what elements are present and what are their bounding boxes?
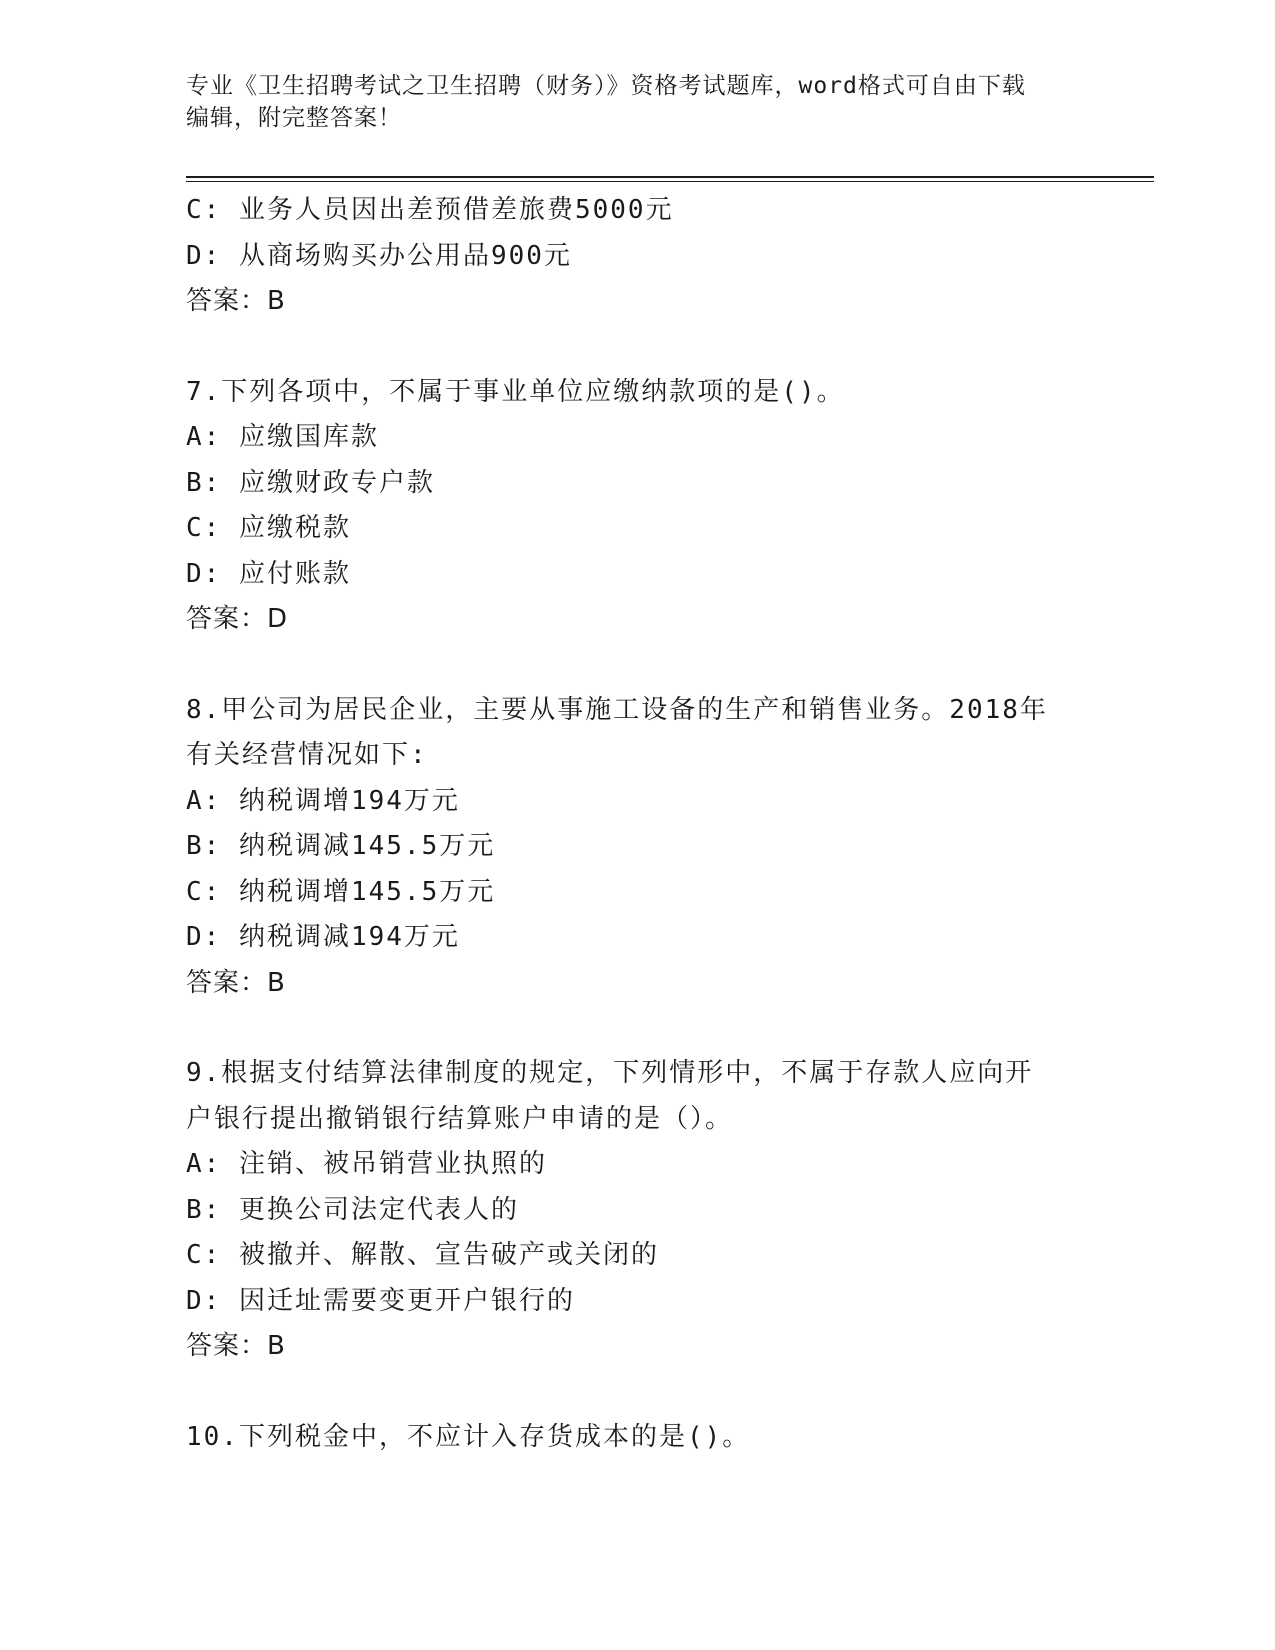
header-line-2: 编辑，附完整答案！	[186, 105, 402, 131]
option-line: D: 纳税调减194万元	[186, 922, 460, 952]
answer-line: 答案：B	[186, 1331, 286, 1361]
question-block	[186, 188, 1086, 325]
header-divider	[186, 176, 1154, 178]
option-line: D: 从商场购买办公用品900元	[186, 240, 572, 271]
option-line: A: 应缴国库款	[186, 422, 379, 452]
question-stem: 9.根据支付结算法律制度的规定，下列情形中，不属于存款人应向开	[186, 1058, 1034, 1088]
question-stem: 户银行提出撤销银行结算账户申请的是（）。	[186, 1103, 734, 1134]
question-block	[186, 688, 1086, 1007]
option-line: C: 应缴税款	[186, 513, 351, 543]
header-line-1: 专业《卫生招聘考试之卫生招聘（财务）》资格考试题库，word格式可自由下载	[186, 73, 1026, 99]
question-stem: 10.下列税金中，不应计入存货成本的是()。	[186, 1421, 751, 1452]
question-stem: 有关经营情况如下:	[186, 740, 428, 770]
option-line: B: 更换公司法定代表人的	[186, 1194, 519, 1225]
answer-line: 答案：B	[186, 286, 286, 316]
question-stem: 8.甲公司为居民企业，主要从事施工设备的生产和销售业务。2018年	[186, 694, 1048, 725]
answer-line: 答案：D	[186, 604, 289, 634]
document-header	[186, 70, 1086, 134]
header-divider-thin	[186, 181, 1154, 182]
option-line: B: 纳税调减145.5万元	[186, 831, 496, 861]
question-block	[186, 1051, 1086, 1370]
option-line: A: 注销、被吊销营业执照的	[186, 1149, 547, 1179]
option-line: A: 纳税调增194万元	[186, 785, 460, 816]
question-block	[186, 1415, 1086, 1461]
answer-line: 答案：B	[186, 967, 286, 998]
question-list	[186, 188, 1086, 1460]
option-line: C: 纳税调增145.5万元	[186, 876, 496, 907]
option-line: C: 被撤并、解散、宣告破产或关闭的	[186, 1240, 659, 1270]
option-line: B: 应缴财政专户款	[186, 467, 435, 498]
option-line: C: 业务人员因出差预借差旅费5000元	[186, 195, 674, 225]
option-line: D: 应付账款	[186, 558, 351, 589]
question-stem: 7.下列各项中，不属于事业单位应缴纳款项的是()。	[186, 376, 845, 407]
option-line: D: 因迁址需要变更开户银行的	[186, 1285, 575, 1316]
question-block	[186, 370, 1086, 643]
